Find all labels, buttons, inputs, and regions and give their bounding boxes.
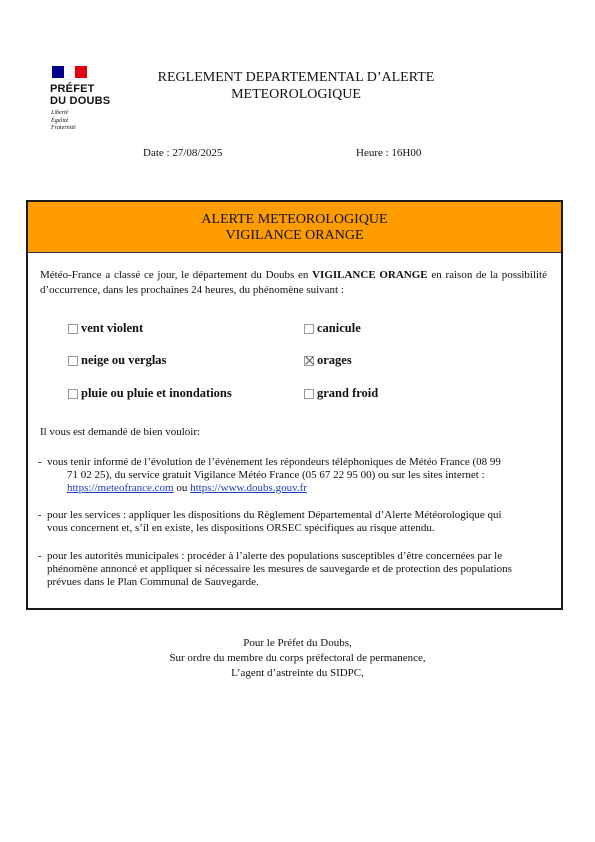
option-canicule[interactable]: canicule — [304, 321, 361, 336]
checked-checkbox-icon[interactable] — [304, 356, 314, 366]
option-orages[interactable]: orages — [304, 353, 352, 368]
logo-motto: Liberté Égalité Fraternité — [51, 110, 76, 131]
instruction-municipal: - pour les autorités municipales : procéder à l’alerte des populations susceptibles d’être concernées par le phénomène annoncé et appliquer si nécessaire les mesures de sauvegarde et de protection des populations prévues dans le Plan Communal de Sauvegarde. — [38, 550, 512, 588]
alert-banner — [28, 202, 561, 253]
doubs-gouv-link[interactable]: https://www.doubs.gouv.fr — [190, 482, 307, 494]
option-pluie-inondations[interactable]: pluie ou pluie et inondations — [68, 386, 232, 401]
intro-paragraph: Météo-France a classé ce jour, le département du Doubs en VIGILANCE ORANGE en raison de la possibilité d’occurrence, dans les prochaines 24 heures, du phénomène suivant : — [40, 269, 547, 296]
option-vent-violent[interactable]: vent violent — [68, 321, 143, 336]
checkbox-icon[interactable] — [68, 356, 78, 366]
checkbox-icon[interactable] — [304, 324, 314, 334]
checkbox-icon[interactable] — [68, 389, 78, 399]
request-heading: Il vous est demandé de bien vouloir: — [40, 426, 201, 438]
signature-block: Pour le Préfet du Doubs, Sur ordre du membre du corps préfectoral de permanence, L’agent d’astreinte du SIDPC, — [169, 637, 426, 679]
option-grand-froid[interactable]: grand froid — [304, 386, 378, 401]
page-title: REGLEMENT DEPARTEMENTAL D’ALERTE METEOROLOGIQUE — [157, 70, 435, 102]
meteofrance-link[interactable]: https://meteofrance.com — [67, 482, 174, 494]
checkbox-icon[interactable] — [68, 324, 78, 334]
vigilance-level: VIGILANCE ORANGE — [312, 269, 428, 281]
banner-line-1: ALERTE METEOROLOGIQUE — [201, 212, 388, 227]
alert-box — [26, 200, 563, 610]
logo-du-doubs: DU DOUBS — [50, 95, 111, 107]
logo-prefet: PRÉFET — [50, 83, 95, 95]
banner-line-2: VIGILANCE ORANGE — [225, 228, 364, 243]
instruction-information: - vous tenir informé de l’évolution de l’événement les répondeurs téléphoniques de Météo France (08 99 71 02 25), du service gratuit Vigilance Météo France (05 67 22 95 00) ou sur les sites internet : https://meteofrance.com ou https://www.doubs.gouv.fr — [38, 456, 501, 494]
instruction-services: - pour les services : appliquer les dispositions du Règlement Départemental d’Alerte Météorologique qui vous concernent et, s’il en existe, les dispositions ORSEC spécifiques au risque attendu. — [38, 509, 502, 534]
date-label: Date : 27/08/2025 — [143, 147, 223, 159]
option-neige-verglas[interactable]: neige ou verglas — [68, 353, 166, 368]
checkbox-icon[interactable] — [304, 389, 314, 399]
marianne-flag-icon — [52, 66, 87, 78]
time-label: Heure : 16H00 — [356, 147, 422, 159]
